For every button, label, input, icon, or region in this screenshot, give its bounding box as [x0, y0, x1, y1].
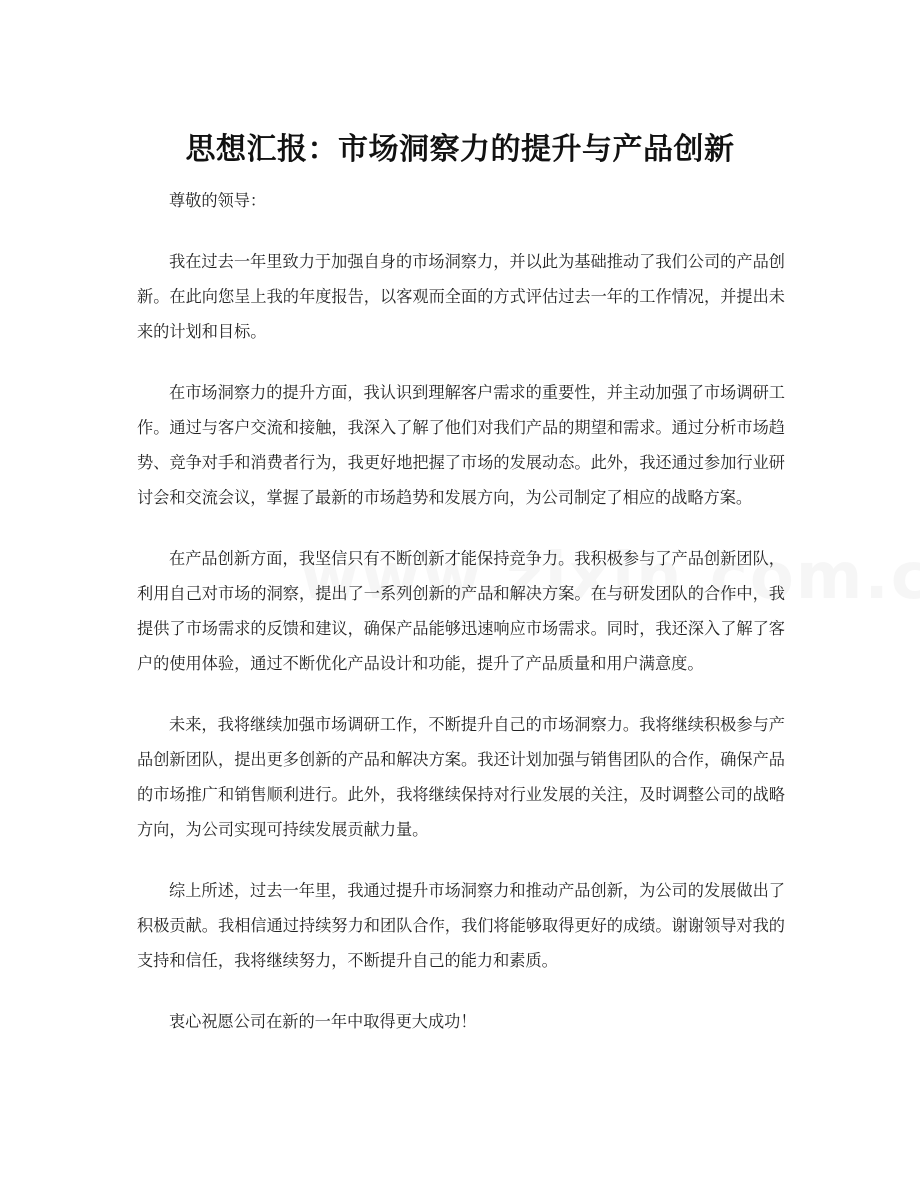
paragraph-future-plan: 未来，我将继续加强市场调研工作，不断提升自己的市场洞察力。我将继续积极参与产品创新团队，提出更多创新的产品和解决方案。我还计划加强与销售团队的合作，确保产品的市场推广和销售顺利进行。此外，我将继续保持对行业发展的关注，及时调整公司的战略方向，为公司实现可持续发展贡献力量。 [137, 715, 785, 839]
document-body [137, 183, 785, 1065]
closing-wish: 衷心祝愿公司在新的一年中取得更大成功！ [169, 1012, 477, 1031]
salutation: 尊敬的领导： [169, 191, 267, 210]
paragraph-product-innovation: 在产品创新方面，我坚信只有不断创新才能保持竞争力。我积极参与了产品创新团队，利用自己对市场的洞察，提出了一系列创新的产品和解决方案。在与研发团队的合作中，我提供了市场需求的反馈和建议，确保产品能够迅速响应市场需求。同时，我还深入了解了客户的使用体验，通过不断优化产品设计和功能，提升了产品质量和用户满意度。 [137, 549, 785, 673]
document-title: 思想汇报：市场洞察力的提升与产品创新 [185, 132, 735, 168]
paragraph-market-insight: 在市场洞察力的提升方面，我认识到理解客户需求的重要性，并主动加强了市场调研工作。通过与客户交流和接触，我深入了解了他们对我们产品的期望和需求。通过分析市场趋势、竞争对手和消费者行为，我更好地把握了市场的发展动态。此外，我还通过参加行业研讨会和交流会议，掌握了最新的市场趋势和发展方向，为公司制定了相应的战略方案。 [137, 383, 785, 507]
paragraph-intro: 我在过去一年里致力于加强自身的市场洞察力，并以此为基础推动了我们公司的产品创新。在此向您呈上我的年度报告，以客观而全面的方式评估过去一年的工作情况，并提出未来的计划和目标。 [137, 252, 785, 341]
paragraph-summary: 综上所述，过去一年里，我通过提升市场洞察力和推动产品创新，为公司的发展做出了积极贡献。我相信通过持续努力和团队合作，我们将能够取得更好的成绩。谢谢领导对我的支持和信任，我将继续努力，不断提升自己的能力和素质。 [137, 881, 785, 970]
